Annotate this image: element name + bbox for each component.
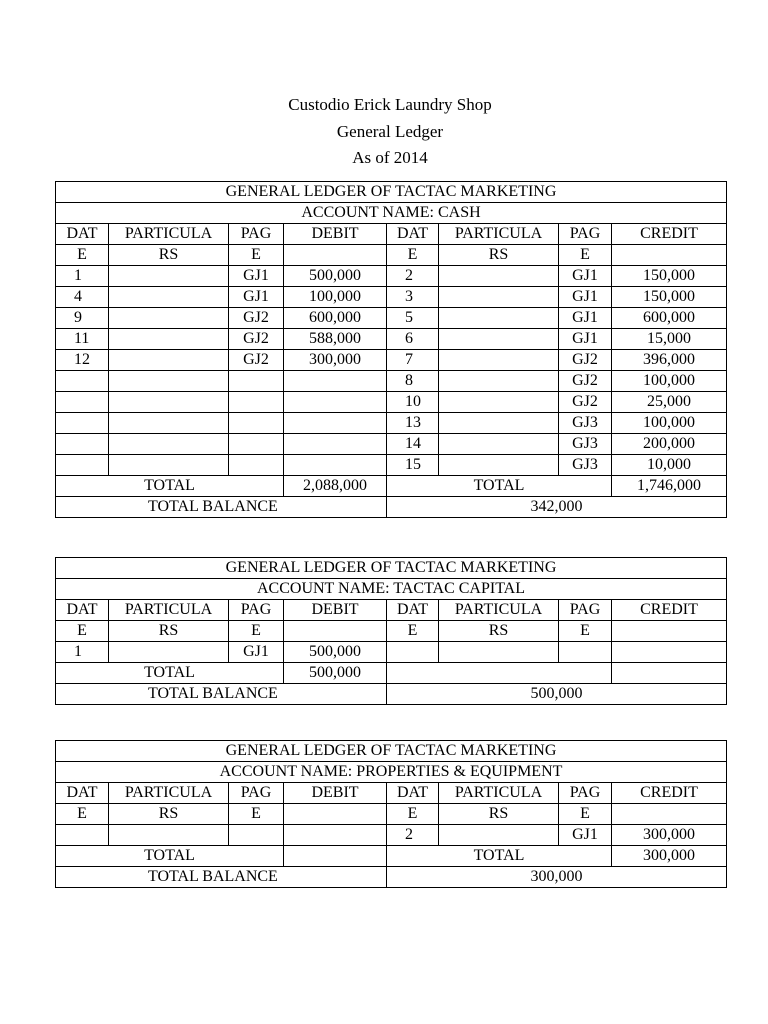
date-cell: 10 xyxy=(387,392,439,413)
ledger-title: GENERAL LEDGER OF TACTAC MARKETING xyxy=(56,741,727,762)
date-header: E xyxy=(387,621,439,642)
company-name: Custodio Erick Laundry Shop xyxy=(288,95,492,114)
date-cell: 12 xyxy=(56,350,109,371)
particulars-header: PARTICULA xyxy=(109,224,229,245)
date-header: DAT xyxy=(387,600,439,621)
particulars-cell xyxy=(109,308,229,329)
table-row xyxy=(56,350,727,371)
page-header: PAG xyxy=(559,600,612,621)
table-row xyxy=(56,371,727,392)
page-cell: GJ2 xyxy=(229,329,284,350)
account-name-row xyxy=(56,203,727,224)
debit-header xyxy=(284,245,387,266)
table-row xyxy=(56,308,727,329)
debit-cell: 500,000 xyxy=(284,642,387,663)
total-balance-label: TOTAL BALANCE xyxy=(56,684,387,705)
account-name-row xyxy=(56,762,727,783)
total-balance-value: 342,000 xyxy=(387,497,727,518)
page-cell xyxy=(229,455,284,476)
credit-cell: 200,000 xyxy=(612,434,727,455)
date-cell: 7 xyxy=(387,350,439,371)
page-cell: GJ3 xyxy=(559,413,612,434)
particulars-cell xyxy=(439,434,559,455)
debit-cell xyxy=(284,825,387,846)
date-header: E xyxy=(387,245,439,266)
credit-cell: 100,000 xyxy=(612,413,727,434)
page-header: E xyxy=(229,804,284,825)
ledger-title: GENERAL LEDGER OF TACTAC MARKETING xyxy=(56,182,727,203)
page-header: E xyxy=(559,621,612,642)
debit-header xyxy=(284,804,387,825)
debit-total-label: TOTAL xyxy=(56,663,284,684)
table-row xyxy=(56,392,727,413)
page-header: PAG xyxy=(559,224,612,245)
date-cell: 14 xyxy=(387,434,439,455)
document-header xyxy=(0,92,768,172)
date-cell xyxy=(56,413,109,434)
date-cell: 1 xyxy=(56,266,109,287)
particulars-cell xyxy=(109,266,229,287)
date-header: E xyxy=(56,245,109,266)
debit-cell: 300,000 xyxy=(284,350,387,371)
debit-cell: 100,000 xyxy=(284,287,387,308)
credit-cell xyxy=(612,642,727,663)
account-name-row xyxy=(56,579,727,600)
debit-header: DEBIT xyxy=(284,600,387,621)
debit-cell: 500,000 xyxy=(284,266,387,287)
particulars-cell xyxy=(439,371,559,392)
debit-cell xyxy=(284,413,387,434)
particulars-cell xyxy=(439,825,559,846)
page-cell xyxy=(559,642,612,663)
date-cell xyxy=(387,642,439,663)
credit-cell: 300,000 xyxy=(612,825,727,846)
total-balance-label: TOTAL BALANCE xyxy=(56,867,387,888)
page-cell xyxy=(229,371,284,392)
debit-cell xyxy=(284,392,387,413)
particulars-header: PARTICULA xyxy=(439,224,559,245)
page-cell: GJ2 xyxy=(559,350,612,371)
particulars-header: RS xyxy=(439,245,559,266)
page-cell xyxy=(229,392,284,413)
date-header: E xyxy=(56,804,109,825)
date-cell xyxy=(56,825,109,846)
total-balance-value: 500,000 xyxy=(387,684,727,705)
particulars-cell xyxy=(439,308,559,329)
debit-header xyxy=(284,621,387,642)
debit-header: DEBIT xyxy=(284,224,387,245)
particulars-cell xyxy=(439,350,559,371)
particulars-header: PARTICULA xyxy=(109,600,229,621)
credit-cell: 150,000 xyxy=(612,266,727,287)
page-cell xyxy=(229,413,284,434)
credit-header: CREDIT xyxy=(612,224,727,245)
date-cell: 13 xyxy=(387,413,439,434)
date-header: DAT xyxy=(387,783,439,804)
page-cell: GJ2 xyxy=(559,371,612,392)
date-header: DAT xyxy=(56,783,109,804)
particulars-cell xyxy=(439,392,559,413)
date-cell: 8 xyxy=(387,371,439,392)
credit-total-label xyxy=(387,663,612,684)
page-header: E xyxy=(559,245,612,266)
debit-cell xyxy=(284,455,387,476)
page-cell: GJ3 xyxy=(559,455,612,476)
ledger-table xyxy=(55,181,727,518)
column-header-row xyxy=(56,600,727,621)
page-cell: GJ1 xyxy=(559,287,612,308)
credit-total-value xyxy=(612,663,727,684)
page-cell: GJ1 xyxy=(559,266,612,287)
column-header-row xyxy=(56,804,727,825)
particulars-cell xyxy=(109,392,229,413)
debit-total-label: TOTAL xyxy=(56,846,284,867)
particulars-header: PARTICULA xyxy=(109,783,229,804)
page-cell: GJ1 xyxy=(229,266,284,287)
debit-cell xyxy=(284,371,387,392)
report-period: As of 2014 xyxy=(352,148,428,167)
date-header: DAT xyxy=(56,224,109,245)
page-cell: GJ1 xyxy=(559,825,612,846)
page-header: PAG xyxy=(229,600,284,621)
date-cell: 2 xyxy=(387,825,439,846)
total-balance-row xyxy=(56,497,727,518)
debit-total-label: TOTAL xyxy=(56,476,284,497)
date-cell: 11 xyxy=(56,329,109,350)
particulars-header: RS xyxy=(439,621,559,642)
debit-total-value: 500,000 xyxy=(284,663,387,684)
particulars-header: RS xyxy=(109,804,229,825)
ledger-title-row xyxy=(56,182,727,203)
table-row xyxy=(56,642,727,663)
page-header: E xyxy=(229,245,284,266)
table-row xyxy=(56,434,727,455)
total-balance-row xyxy=(56,684,727,705)
credit-header xyxy=(612,804,727,825)
account-name: ACCOUNT NAME: TACTAC CAPITAL xyxy=(56,579,727,600)
particulars-cell xyxy=(439,266,559,287)
particulars-cell xyxy=(439,287,559,308)
account-name: ACCOUNT NAME: CASH xyxy=(56,203,727,224)
page-header: PAG xyxy=(229,783,284,804)
particulars-cell xyxy=(439,642,559,663)
credit-cell: 15,000 xyxy=(612,329,727,350)
date-header: E xyxy=(56,621,109,642)
particulars-cell xyxy=(109,642,229,663)
date-cell xyxy=(56,455,109,476)
page-header: E xyxy=(229,621,284,642)
date-header: DAT xyxy=(387,224,439,245)
particulars-cell xyxy=(109,350,229,371)
credit-total-label: TOTAL xyxy=(387,476,612,497)
date-cell: 4 xyxy=(56,287,109,308)
page-cell: GJ1 xyxy=(559,329,612,350)
column-header-row xyxy=(56,224,727,245)
credit-cell: 150,000 xyxy=(612,287,727,308)
credit-total-value: 300,000 xyxy=(612,846,727,867)
debit-total-value: 2,088,000 xyxy=(284,476,387,497)
table-row xyxy=(56,455,727,476)
page-cell: GJ1 xyxy=(559,308,612,329)
credit-header xyxy=(612,621,727,642)
particulars-cell xyxy=(109,287,229,308)
total-row xyxy=(56,476,727,497)
page-cell: GJ3 xyxy=(559,434,612,455)
particulars-header: RS xyxy=(109,245,229,266)
debit-cell xyxy=(284,434,387,455)
date-cell: 5 xyxy=(387,308,439,329)
page-cell xyxy=(229,434,284,455)
credit-header: CREDIT xyxy=(612,600,727,621)
particulars-cell xyxy=(109,434,229,455)
date-cell: 2 xyxy=(387,266,439,287)
date-cell: 9 xyxy=(56,308,109,329)
document-title: General Ledger xyxy=(336,121,444,141)
page-cell: GJ2 xyxy=(229,308,284,329)
particulars-cell xyxy=(109,371,229,392)
particulars-cell xyxy=(439,413,559,434)
ledger-table xyxy=(55,740,727,888)
ledger-table xyxy=(55,557,727,705)
particulars-cell xyxy=(439,329,559,350)
page-cell: GJ1 xyxy=(229,287,284,308)
particulars-header: PARTICULA xyxy=(439,600,559,621)
particulars-header: PARTICULA xyxy=(439,783,559,804)
particulars-cell xyxy=(109,329,229,350)
table-row xyxy=(56,266,727,287)
debit-cell: 600,000 xyxy=(284,308,387,329)
credit-total-label: TOTAL xyxy=(387,846,612,867)
page-header: PAG xyxy=(229,224,284,245)
total-balance-label: TOTAL BALANCE xyxy=(56,497,387,518)
credit-cell: 396,000 xyxy=(612,350,727,371)
column-header-row xyxy=(56,245,727,266)
credit-cell: 100,000 xyxy=(612,371,727,392)
page-cell: GJ1 xyxy=(229,642,284,663)
total-balance-value: 300,000 xyxy=(387,867,727,888)
page-header: PAG xyxy=(559,783,612,804)
credit-cell: 25,000 xyxy=(612,392,727,413)
particulars-header: RS xyxy=(109,621,229,642)
table-row xyxy=(56,825,727,846)
credit-cell: 10,000 xyxy=(612,455,727,476)
ledger-title: GENERAL LEDGER OF TACTAC MARKETING xyxy=(56,558,727,579)
total-row xyxy=(56,663,727,684)
date-cell: 6 xyxy=(387,329,439,350)
page-header: E xyxy=(559,804,612,825)
particulars-cell xyxy=(439,455,559,476)
total-row xyxy=(56,846,727,867)
date-cell xyxy=(56,434,109,455)
ledger-title-row xyxy=(56,741,727,762)
table-row xyxy=(56,329,727,350)
particulars-cell xyxy=(109,413,229,434)
date-cell xyxy=(56,371,109,392)
credit-header: CREDIT xyxy=(612,783,727,804)
credit-cell: 600,000 xyxy=(612,308,727,329)
table-row xyxy=(56,413,727,434)
ledger-title-row xyxy=(56,558,727,579)
page-cell: GJ2 xyxy=(559,392,612,413)
page-cell: GJ2 xyxy=(229,350,284,371)
credit-total-value: 1,746,000 xyxy=(612,476,727,497)
date-cell: 15 xyxy=(387,455,439,476)
particulars-cell xyxy=(109,455,229,476)
debit-cell: 588,000 xyxy=(284,329,387,350)
table-row xyxy=(56,287,727,308)
debit-header: DEBIT xyxy=(284,783,387,804)
total-balance-row xyxy=(56,867,727,888)
date-header: DAT xyxy=(56,600,109,621)
column-header-row xyxy=(56,621,727,642)
credit-header xyxy=(612,245,727,266)
date-cell: 1 xyxy=(56,642,109,663)
date-cell xyxy=(56,392,109,413)
particulars-header: RS xyxy=(439,804,559,825)
account-name: ACCOUNT NAME: PROPERTIES & EQUIPMENT xyxy=(56,762,727,783)
date-cell: 3 xyxy=(387,287,439,308)
column-header-row xyxy=(56,783,727,804)
particulars-cell xyxy=(109,825,229,846)
debit-total-value xyxy=(284,846,387,867)
page-cell xyxy=(229,825,284,846)
date-header: E xyxy=(387,804,439,825)
